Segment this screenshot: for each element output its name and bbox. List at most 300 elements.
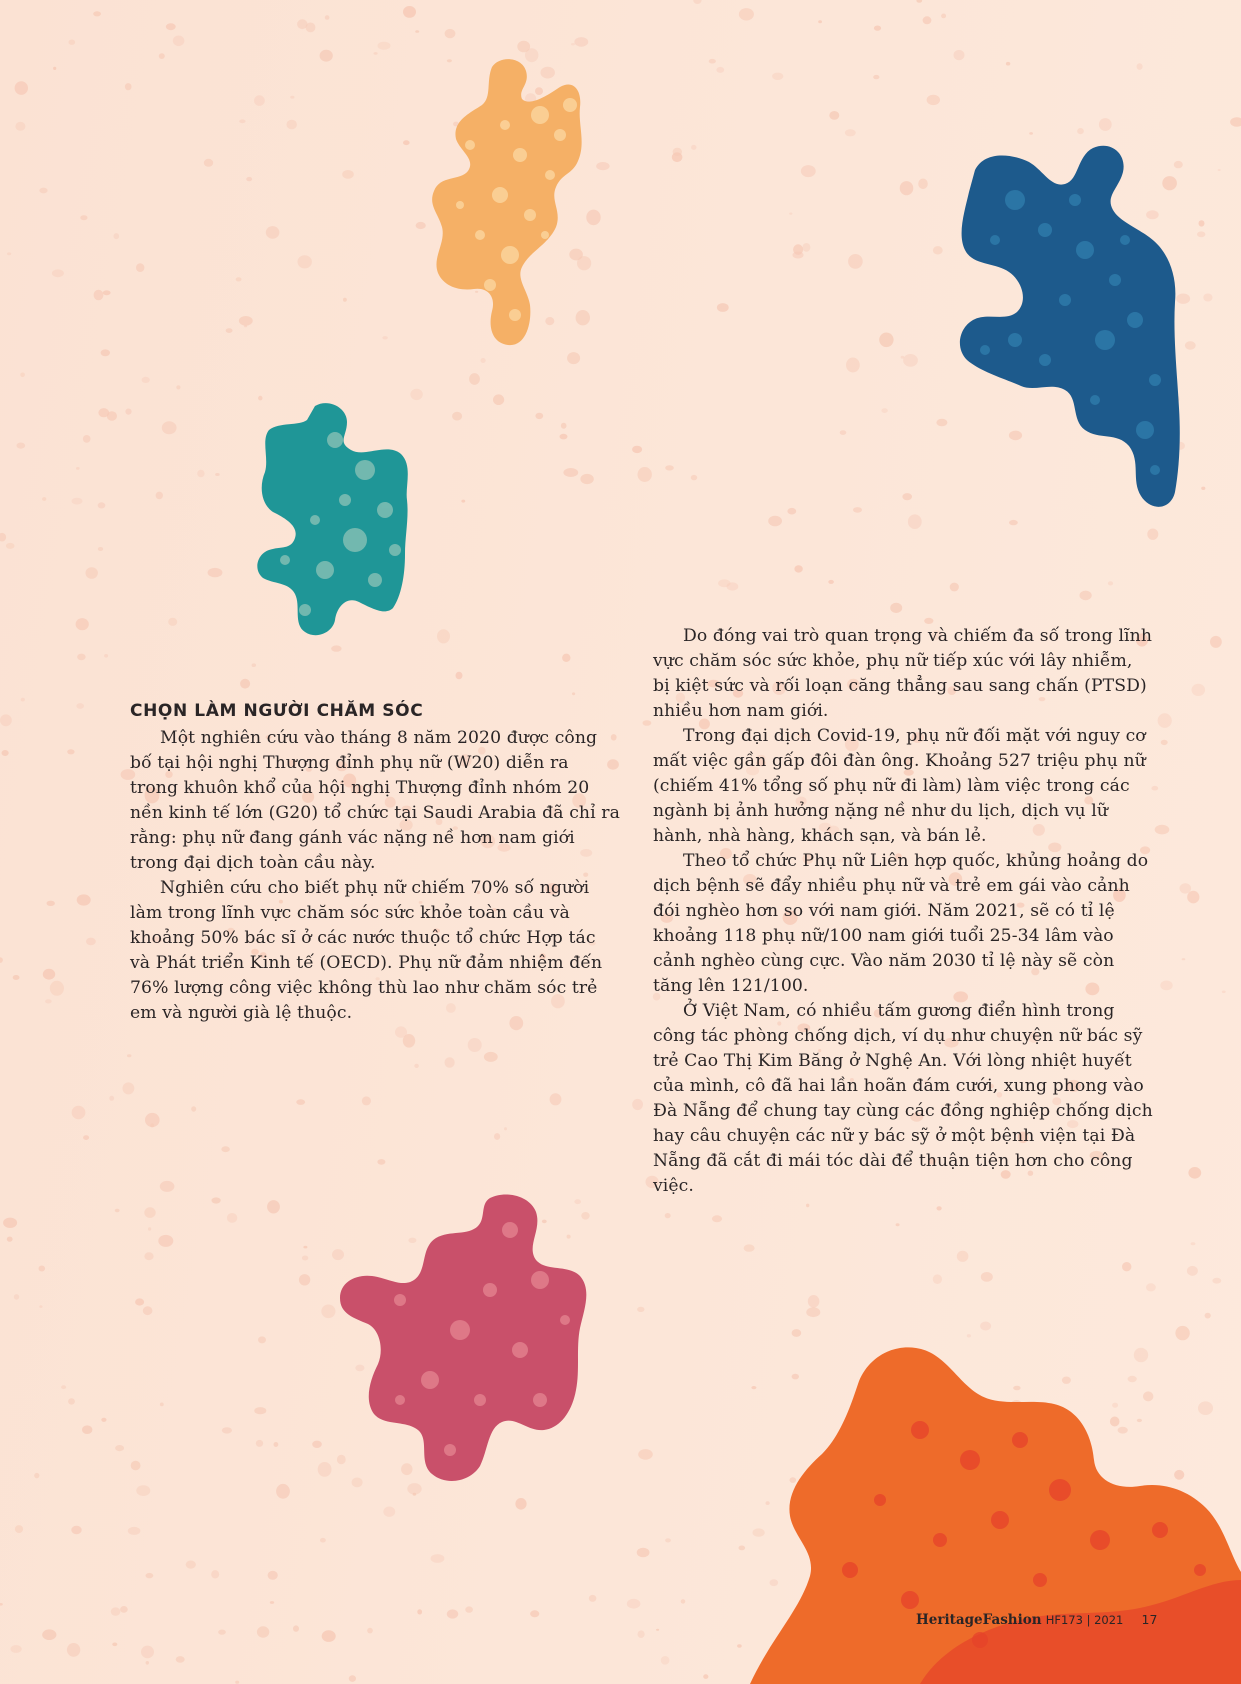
- speckle-dot: [572, 692, 575, 695]
- speckle-dot: [574, 37, 588, 47]
- speckle-dot: [1182, 958, 1186, 960]
- speckle-dot: [221, 1146, 229, 1152]
- speckle-dot: [382, 336, 387, 339]
- speckle-dot: [342, 170, 354, 179]
- speckle-dot: [148, 1227, 151, 1230]
- speckle-dot: [410, 389, 422, 400]
- speckle-dot: [1029, 132, 1033, 135]
- speckle-dot: [7, 252, 11, 255]
- speckle-dot: [848, 254, 863, 269]
- speckle-dot: [325, 15, 330, 20]
- speckle-dot: [403, 1034, 415, 1048]
- speckle-dot: [794, 565, 802, 572]
- speckle-dot: [1201, 487, 1205, 490]
- speckle-dot: [806, 1204, 809, 1208]
- speckle-dot: [176, 385, 180, 389]
- speckle-dot: [493, 394, 504, 405]
- speckle-dot: [76, 467, 80, 470]
- speckle-dot: [240, 679, 250, 689]
- speckle-dot: [1009, 520, 1018, 525]
- speckle-dot: [469, 373, 480, 385]
- speckle-dot: [378, 42, 391, 50]
- speckle-dot: [456, 672, 463, 680]
- speckle-dot: [239, 119, 245, 123]
- speckle-dot: [1099, 118, 1112, 131]
- speckle-dot: [445, 29, 456, 38]
- speckle-dot: [321, 1305, 335, 1319]
- speckle-dot: [918, 179, 928, 190]
- speckle-dot: [1122, 1262, 1131, 1271]
- speckle-dot: [173, 36, 185, 47]
- speckle-dot: [122, 1082, 134, 1094]
- speckle-dot: [239, 316, 253, 326]
- speckle-dot: [299, 1274, 310, 1285]
- speckle-dot: [468, 1038, 482, 1052]
- speckle-dot: [789, 213, 792, 215]
- speckle-dot: [452, 412, 462, 421]
- speckle-dot: [494, 1133, 500, 1140]
- speckle-dot: [793, 244, 803, 255]
- speckle-dot: [563, 468, 578, 477]
- page-number: 17: [1141, 1612, 1158, 1627]
- speckle-dot: [256, 1440, 263, 1447]
- page-footer: [916, 1612, 1158, 1632]
- speckle-dot: [806, 1307, 820, 1317]
- speckle-dot: [900, 181, 914, 195]
- speckle-dot: [416, 222, 426, 229]
- speckle-dot: [787, 508, 796, 515]
- speckle-dot: [127, 1054, 131, 1057]
- speckle-dot: [176, 1656, 185, 1663]
- speckle-dot: [257, 1626, 269, 1637]
- speckle-dot: [461, 500, 465, 503]
- speckle-dot: [377, 1159, 385, 1165]
- speckle-dot: [166, 23, 176, 30]
- speckle-dot: [77, 654, 86, 661]
- speckle-dot: [362, 1096, 371, 1105]
- speckle-dot: [186, 1561, 196, 1569]
- speckle-dot: [1137, 63, 1143, 70]
- speckle-dot: [896, 1223, 900, 1226]
- speckle-dot: [0, 714, 12, 726]
- speckle-dot: [114, 233, 120, 239]
- speckle-dot: [61, 1385, 66, 1389]
- speckle-dot: [580, 474, 593, 484]
- speckle-dot: [693, 0, 701, 4]
- speckle-dot: [20, 373, 25, 378]
- speckle-dot: [101, 349, 110, 356]
- speckle-dot: [267, 1200, 280, 1213]
- speckle-dot: [80, 215, 87, 220]
- speckle-dot: [673, 148, 682, 156]
- speckle-dot: [125, 83, 132, 90]
- speckle-dot: [562, 654, 570, 662]
- speckle-dot: [320, 50, 333, 62]
- paragraph: Một nghiên cứu vào tháng 8 năm 2020 được công bố tại hội nghị Thượng đỉnh phụ nữ (W20) diễn ra trong khuôn khổ của hội nghị Thượng đỉnh nhóm 20 nền kinh tế lớn (G20) tổ chức tại Saudi Arabia đã chỉ ra rằng: phụ nữ đang gánh vác nặng nề hơn nam giới trong đại dịch toàn cầu này.: [130, 728, 620, 873]
- speckle-dot: [415, 30, 419, 33]
- speckle-dot: [1197, 231, 1205, 237]
- speckle-dot: [709, 59, 716, 64]
- speckle-dot: [42, 497, 46, 501]
- speckle-dot: [298, 255, 312, 268]
- speckle-dot: [17, 443, 26, 449]
- speckle-dot: [246, 177, 252, 181]
- speckle-dot: [1155, 825, 1170, 835]
- speckle-dot: [142, 377, 150, 383]
- speckle-dot: [197, 470, 204, 478]
- speckle-dot: [481, 358, 486, 363]
- speckle-dot: [94, 290, 104, 301]
- speckle-dot: [98, 547, 103, 551]
- paragraph: Ở Việt Nam, có nhiều tấm gương điển hình trong công tác phòng chống dịch, ví dụ như chuyện nữ bác sỹ trẻ Cao Thị Kim Băng ở Nghệ An. Với lòng nhiệt huyết của mình, cô đã hai lần hoãn đám cưới, xung phong vào Đà Nẵng để chung tay cùng các đồng nghiệp chống dịch hay câu chuyện các nữ y bác sỹ ở một bệnh viện tại Đà Nẵng đã cắt đi mái tóc dài để thuận tiện hơn cho công việc.: [653, 1001, 1153, 1196]
- speckle-dot: [136, 263, 144, 272]
- speckle-dot: [98, 502, 106, 508]
- speckle-dot: [218, 1630, 226, 1635]
- speckle-dot: [120, 1606, 128, 1613]
- speckle-dot: [303, 1246, 307, 1249]
- speckle-dot: [93, 11, 101, 16]
- speckle-dot: [144, 1207, 155, 1218]
- speckle-dot: [908, 514, 922, 529]
- speckle-dot: [158, 1235, 173, 1247]
- speckle-dot: [853, 507, 862, 513]
- speckle-dot: [252, 663, 256, 667]
- speckle-dot: [916, 0, 922, 3]
- speckle-dot: [125, 409, 131, 415]
- speckle-dot: [818, 20, 822, 23]
- speckle-dot: [927, 95, 940, 105]
- speckle-dot: [104, 654, 108, 658]
- speckle-dot: [270, 1601, 274, 1604]
- speckle-dot: [0, 1603, 3, 1606]
- speckle-dot: [980, 1322, 991, 1331]
- speckle-dot: [7, 1237, 13, 1242]
- speckle-dot: [571, 43, 575, 45]
- speckle-dot: [1187, 1266, 1198, 1276]
- speckle-dot: [768, 516, 782, 527]
- speckle-dot: [343, 298, 347, 302]
- speckle-dot: [68, 1398, 75, 1404]
- speckle-dot: [890, 603, 902, 613]
- speckle-dot: [302, 1256, 308, 1261]
- speckle-dot: [297, 19, 307, 29]
- speckle-dot: [873, 75, 879, 79]
- speckle-dot: [643, 720, 652, 726]
- speckle-dot: [950, 583, 959, 592]
- speckle-dot: [168, 618, 177, 626]
- speckle-dot: [42, 1629, 56, 1640]
- puzzle-piece-teal-icon: [255, 400, 415, 640]
- speckle-dot: [101, 1418, 106, 1422]
- speckle-dot: [162, 421, 177, 434]
- speckle-dot: [504, 1127, 507, 1130]
- speckle-dot: [296, 1099, 305, 1105]
- speckle-dot: [109, 1096, 114, 1101]
- speckle-dot: [322, 1630, 336, 1642]
- speckle-dot: [160, 1181, 175, 1192]
- speckle-dot: [1222, 991, 1226, 994]
- speckle-dot: [6, 543, 15, 549]
- speckle-dot: [14, 1294, 19, 1300]
- speckle-dot: [52, 269, 64, 277]
- speckle-dot: [208, 568, 223, 577]
- speckle-dot: [1160, 981, 1172, 991]
- speckle-dot: [465, 1606, 473, 1612]
- speckle-dot: [2, 750, 9, 756]
- speckle-dot: [290, 96, 294, 99]
- speckle-dot: [879, 333, 893, 348]
- speckle-dot: [76, 703, 84, 709]
- speckle-dot: [69, 40, 76, 45]
- speckle-dot: [115, 1209, 120, 1212]
- speckle-dot: [0, 533, 6, 542]
- speckle-dot: [981, 1272, 993, 1282]
- speckle-dot: [801, 165, 816, 177]
- speckle-dot: [1108, 581, 1113, 585]
- speckle-dot: [829, 111, 839, 120]
- speckle-dot: [691, 145, 696, 150]
- section-heading: CHỌN LÀM NGƯỜI CHĂM SÓC: [130, 701, 424, 721]
- speckle-dot: [484, 1052, 498, 1062]
- speckle-dot: [665, 1213, 671, 1218]
- speckle-dot: [632, 1099, 643, 1110]
- speckle-dot: [254, 1407, 266, 1414]
- speckle-dot: [367, 1628, 373, 1634]
- speckle-dot: [235, 1681, 239, 1684]
- speckle-dot: [515, 1498, 526, 1510]
- speckle-dot: [227, 1213, 237, 1223]
- paragraph: Theo tổ chức Phụ nữ Liên hợp quốc, khủng hoảng do dịch bệnh sẽ đẩy nhiều phụ nữ và trẻ em gái vào cảnh đói nghèo hơn so với nam giới. Năm 2021, sẽ có tỉ lệ khoảng 118 phụ nữ/100 nam giới tuổi 25-34 lâm vào cảnh nghèo cùng cực. Vào năm 2030 tỉ lệ này sẽ còn tăng lên 121/100.: [653, 851, 1149, 996]
- speckle-dot: [67, 1643, 80, 1657]
- speckle-dot: [1147, 529, 1158, 540]
- puzzle-piece-blue-icon: [955, 140, 1195, 520]
- speckle-dot: [293, 1625, 299, 1631]
- speckle-dot: [98, 408, 109, 417]
- speckle-dot: [312, 1441, 322, 1448]
- speckle-dot: [266, 226, 280, 239]
- speckle-dot: [1158, 713, 1172, 728]
- speckle-dot: [517, 41, 530, 53]
- speckle-dot: [15, 122, 25, 131]
- speckle-dot: [937, 1206, 942, 1210]
- speckle-dot: [840, 430, 847, 435]
- speckle-dot: [136, 1485, 150, 1496]
- speckle-dot: [1203, 294, 1212, 302]
- speckle-dot: [1175, 1326, 1189, 1340]
- speckle-dot: [739, 8, 754, 20]
- speckle-dot: [77, 894, 91, 905]
- speckle-dot: [258, 1336, 266, 1343]
- speckle-dot: [215, 473, 220, 476]
- speckle-dot: [43, 969, 55, 980]
- speckle-dot: [274, 1442, 279, 1447]
- speckle-dot: [39, 188, 47, 194]
- speckle-dot: [111, 1607, 121, 1615]
- speckle-dot: [318, 1462, 332, 1477]
- speckle-dot: [86, 938, 96, 946]
- speckle-dot: [15, 81, 28, 95]
- speckle-dot: [268, 1571, 278, 1580]
- speckle-dot: [146, 1661, 149, 1665]
- speckle-dot: [254, 95, 265, 106]
- speckle-dot: [150, 1123, 154, 1127]
- speckle-dot: [535, 413, 543, 419]
- speckle-dot: [828, 580, 834, 584]
- speckle-dot: [881, 408, 887, 413]
- speckle-dot: [1230, 117, 1241, 127]
- speckle-dot: [287, 120, 297, 130]
- speckle-dot: [82, 1425, 92, 1434]
- speckle-dot: [1212, 1278, 1221, 1284]
- speckle-dot: [431, 1554, 445, 1563]
- speckle-dot: [417, 1609, 422, 1614]
- paragraph: Trong đại dịch Covid-19, phụ nữ đối mặt với nguy cơ mất việc gần gấp đôi đàn ông. Khoảng 527 triệu phụ nữ (chiếm 41% tổng số phụ nữ đi làm) làm việc trong các ngành bị ảnh hưởng nặng nề như du lịch, dịch vụ lữ hành, nhà hàng, khách sạn, và bán lẻ.: [653, 726, 1146, 846]
- paragraph: Do đóng vai trò quan trọng và chiếm đa số trong lĩnh vực chăm sóc sức khỏe, phụ nữ tiếp xúc với lây nhiễm, bị kiệt sức và rối loạn căng thẳng sau sang chấn (PTSD) nhiều hơn nam giới.: [653, 626, 1152, 721]
- speckle-dot: [1188, 1167, 1201, 1179]
- speckle-dot: [560, 434, 568, 440]
- speckle-dot: [772, 73, 783, 80]
- speckle-dot: [0, 957, 3, 963]
- speckle-dot: [1077, 128, 1084, 134]
- speckle-dot: [403, 6, 416, 18]
- speckle-dot: [717, 303, 729, 312]
- puzzle-piece-yellow-icon: [430, 55, 610, 355]
- speckle-dot: [11, 1645, 22, 1653]
- speckle-dot: [846, 358, 860, 373]
- speckle-dot: [802, 243, 810, 252]
- speckle-dot: [1146, 1283, 1156, 1291]
- speckle-dot: [874, 26, 881, 31]
- speckle-dot: [47, 901, 55, 906]
- speckle-dot: [67, 749, 74, 754]
- speckle-dot: [445, 1057, 455, 1068]
- speckle-dot: [530, 1610, 539, 1617]
- speckle-dot: [374, 52, 378, 55]
- speckle-dot: [414, 1064, 419, 1068]
- speckle-dot: [50, 981, 64, 996]
- speckle-dot: [143, 1306, 153, 1315]
- speckle-dot: [808, 1295, 820, 1308]
- speckle-dot: [144, 1252, 153, 1260]
- speckle-dot: [331, 645, 341, 651]
- speckle-dot: [13, 975, 20, 980]
- speckle-dot: [226, 328, 233, 333]
- speckle-dot: [437, 629, 450, 643]
- speckle-dot: [115, 1445, 124, 1451]
- speckle-dot: [967, 1334, 971, 1337]
- speckle-dot: [21, 698, 25, 702]
- speckle-dot: [1187, 891, 1199, 904]
- speckle-dot: [112, 1643, 117, 1647]
- magazine-brand: HeritageFashion: [916, 1612, 1042, 1628]
- speckle-dot: [1191, 1242, 1196, 1245]
- speckle-dot: [712, 1215, 722, 1222]
- speckle-dot: [744, 1244, 755, 1251]
- speckle-dot: [204, 159, 213, 167]
- speckle-dot: [15, 1525, 23, 1533]
- speckle-dot: [160, 1403, 164, 1407]
- speckle-dot: [276, 1484, 290, 1499]
- speckle-dot: [159, 53, 165, 59]
- paragraph: Nghiên cứu cho biết phụ nữ chiếm 70% số người làm trong lĩnh vực chăm sóc sức khỏe toàn cầu và khoảng 50% bác sĩ ở các nước thuộc tổ chức Hợp tác và Phát triển Kinh tế (OECD). Phụ nữ đảm nhiệm đến 76% lượng công việc không thù lao như chăm sóc trẻ em và người già lệ thuộc.: [130, 878, 603, 1023]
- speckle-dot: [845, 129, 856, 136]
- right-column: [653, 624, 1153, 1199]
- speckle-dot: [1180, 883, 1192, 893]
- speckle-dot: [403, 140, 410, 145]
- speckle-dot: [561, 423, 567, 429]
- speckle-dot: [191, 1106, 196, 1111]
- speckle-dot: [933, 246, 943, 254]
- speckle-dot: [1218, 169, 1221, 171]
- speckle-dot: [45, 999, 52, 1003]
- speckle-dot: [103, 290, 111, 295]
- speckle-dot: [413, 1493, 417, 1496]
- speckle-dot: [933, 1274, 942, 1284]
- left-column: [130, 698, 620, 1026]
- speckle-dot: [1205, 1313, 1211, 1319]
- speckle-dot: [638, 467, 652, 482]
- speckle-dot: [637, 1307, 644, 1312]
- speckle-dot: [665, 465, 674, 470]
- speckle-dot: [727, 582, 739, 590]
- speckle-dot: [941, 14, 946, 19]
- speckle-dot: [320, 1538, 326, 1543]
- speckle-dot: [954, 50, 965, 60]
- speckle-dot: [146, 1573, 154, 1578]
- speckle-dot: [1192, 684, 1206, 696]
- speckle-dot: [128, 1527, 141, 1535]
- speckle-dot: [83, 435, 91, 443]
- speckle-dot: [792, 1329, 802, 1337]
- speckle-dot: [716, 67, 724, 73]
- speckle-dot: [236, 277, 242, 281]
- puzzle-piece-orange-icon: [560, 1340, 1241, 1684]
- speckle-dot: [141, 1646, 154, 1659]
- speckle-dot: [39, 1266, 46, 1272]
- speckle-dot: [1080, 591, 1092, 601]
- speckle-dot: [691, 475, 697, 480]
- speckle-dot: [936, 419, 947, 427]
- speckle-dot: [83, 1135, 89, 1140]
- speckle-dot: [71, 1526, 81, 1534]
- speckle-dot: [923, 16, 932, 24]
- speckle-dot: [447, 1609, 458, 1618]
- speckle-dot: [957, 1251, 969, 1262]
- speckle-dot: [53, 67, 56, 70]
- speckle-dot: [1210, 636, 1222, 648]
- speckle-dot: [211, 1570, 219, 1578]
- speckle-dot: [212, 1197, 221, 1203]
- speckle-dot: [39, 1305, 42, 1308]
- speckle-dot: [1199, 220, 1205, 226]
- speckle-dot: [76, 618, 89, 630]
- speckle-dot: [135, 1298, 144, 1305]
- speckle-dot: [632, 446, 642, 453]
- speckle-dot: [349, 1675, 356, 1682]
- speckle-dot: [222, 1427, 232, 1433]
- speckle-dot: [903, 354, 918, 367]
- speckle-dot: [72, 1106, 86, 1120]
- speckle-dot: [383, 1507, 395, 1517]
- speckle-dot: [34, 1473, 39, 1478]
- speckle-dot: [86, 567, 98, 579]
- speckle-dot: [1161, 740, 1168, 745]
- speckle-dot: [72, 498, 83, 505]
- speckle-dot: [550, 1093, 562, 1105]
- speckle-dot: [3, 1218, 17, 1228]
- speckle-dot: [1006, 62, 1010, 66]
- speckle-dot: [131, 1461, 141, 1471]
